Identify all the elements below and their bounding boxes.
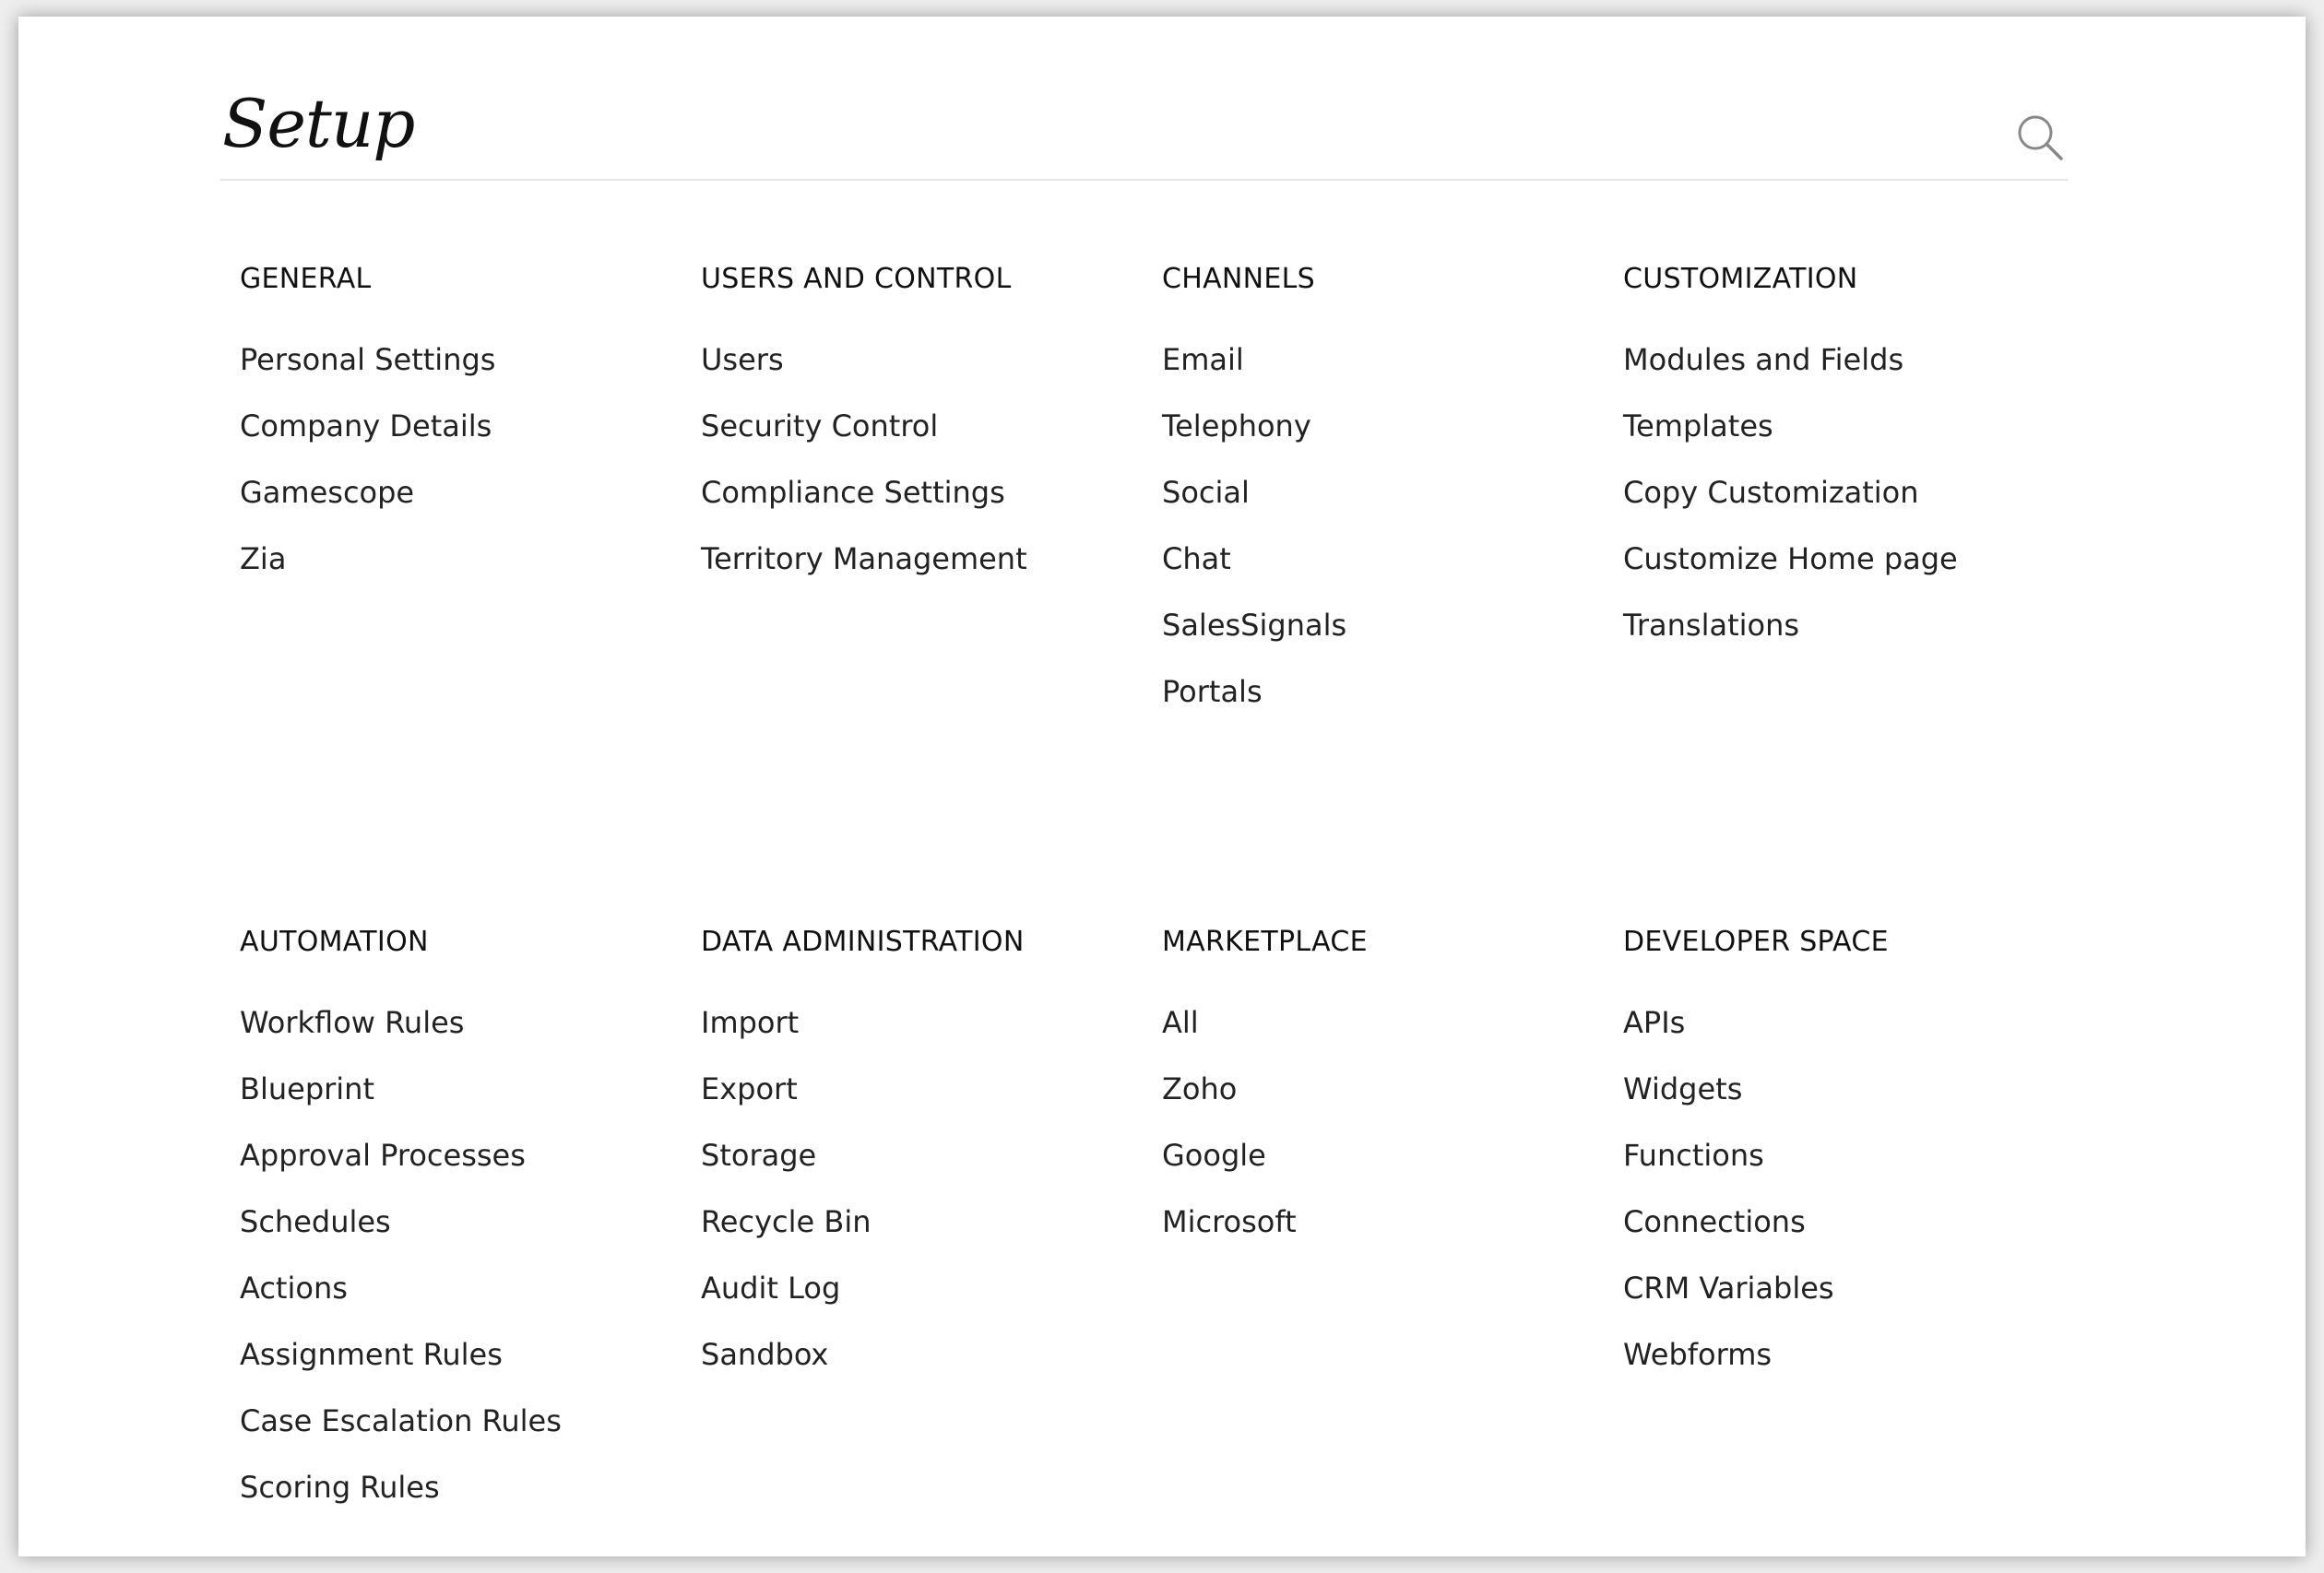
section-title-marketplace: MARKETPLACE <box>1162 926 1368 958</box>
setup-link-widgets[interactable]: Widgets <box>1623 1071 1743 1106</box>
setup-link-personal-settings[interactable]: Personal Settings <box>240 342 496 377</box>
setup-link-copy-customization[interactable]: Copy Customization <box>1623 475 1919 510</box>
setup-link-assignment-rules[interactable]: Assignment Rules <box>240 1337 503 1372</box>
setup-link-scoring-rules[interactable]: Scoring Rules <box>240 1470 440 1505</box>
setup-link-customize-home-page[interactable]: Customize Home page <box>1623 541 1958 576</box>
setup-link-apis[interactable]: APIs <box>1623 1005 1686 1040</box>
setup-link-compliance-settings[interactable]: Compliance Settings <box>701 475 1005 510</box>
setup-link-recycle-bin[interactable]: Recycle Bin <box>701 1204 872 1239</box>
search-icon <box>2013 111 2069 166</box>
setup-link-case-escalation-rules[interactable]: Case Escalation Rules <box>240 1403 562 1438</box>
setup-link-territory-management[interactable]: Territory Management <box>701 541 1027 576</box>
setup-link-gamescope[interactable]: Gamescope <box>240 475 415 510</box>
setup-link-zoho[interactable]: Zoho <box>1162 1071 1238 1106</box>
setup-link-blueprint[interactable]: Blueprint <box>240 1071 374 1106</box>
section-title-users-and-control: USERS AND CONTROL <box>701 263 1012 295</box>
setup-link-zia[interactable]: Zia <box>240 541 287 576</box>
setup-link-chat[interactable]: Chat <box>1162 541 1231 576</box>
setup-link-actions[interactable]: Actions <box>240 1271 348 1306</box>
search-button[interactable] <box>2013 111 2069 166</box>
setup-link-all[interactable]: All <box>1162 1005 1199 1040</box>
section-title-customization: CUSTOMIZATION <box>1623 263 1858 295</box>
setup-link-translations[interactable]: Translations <box>1623 608 1800 643</box>
setup-link-functions[interactable]: Functions <box>1623 1138 1764 1173</box>
section-items-automation <box>240 989 701 1520</box>
setup-sections-grid <box>240 247 2084 1538</box>
section-automation <box>240 910 701 1538</box>
section-items-channels <box>1162 326 1623 725</box>
section-items-developer-space <box>1623 989 2084 1388</box>
setup-link-google[interactable]: Google <box>1162 1138 1266 1173</box>
setup-link-templates[interactable]: Templates <box>1623 408 1773 444</box>
setup-link-export[interactable]: Export <box>701 1071 798 1106</box>
setup-link-connections[interactable]: Connections <box>1623 1204 1806 1239</box>
section-developer-space <box>1623 910 2084 1538</box>
setup-link-modules-and-fields[interactable]: Modules and Fields <box>1623 342 1904 377</box>
section-title-automation: AUTOMATION <box>240 926 429 958</box>
section-items-users-and-control <box>701 326 1162 592</box>
setup-link-approval-processes[interactable]: Approval Processes <box>240 1138 526 1173</box>
section-title-data-administration: DATA ADMINISTRATION <box>701 926 1025 958</box>
setup-link-company-details[interactable]: Company Details <box>240 408 492 444</box>
setup-link-sandbox[interactable]: Sandbox <box>701 1337 829 1372</box>
setup-link-social[interactable]: Social <box>1162 475 1250 510</box>
section-items-customization <box>1623 326 2084 658</box>
section-title-developer-space: DEVELOPER SPACE <box>1623 926 1889 958</box>
section-title-general: GENERAL <box>240 263 372 295</box>
setup-link-telephony[interactable]: Telephony <box>1162 408 1311 444</box>
setup-link-microsoft[interactable]: Microsoft <box>1162 1204 1297 1239</box>
setup-link-import[interactable]: Import <box>701 1005 800 1040</box>
setup-link-webforms[interactable]: Webforms <box>1623 1337 1773 1372</box>
section-general <box>240 247 701 910</box>
section-title-channels: CHANNELS <box>1162 263 1316 295</box>
setup-link-email[interactable]: Email <box>1162 342 1244 377</box>
section-customization <box>1623 247 2084 910</box>
section-channels <box>1162 247 1623 910</box>
setup-link-salessignals[interactable]: SalesSignals <box>1162 608 1347 643</box>
setup-link-security-control[interactable]: Security Control <box>701 408 939 444</box>
setup-link-schedules[interactable]: Schedules <box>240 1204 391 1239</box>
page-title: Setup <box>222 85 415 162</box>
section-users-and-control <box>701 247 1162 910</box>
section-items-data-administration <box>701 989 1162 1388</box>
setup-link-storage[interactable]: Storage <box>701 1138 817 1173</box>
section-marketplace <box>1162 910 1623 1538</box>
setup-link-workflow-rules[interactable]: Workflow Rules <box>240 1005 465 1040</box>
setup-link-audit-log[interactable]: Audit Log <box>701 1271 841 1306</box>
section-data-administration <box>701 910 1162 1538</box>
setup-link-crm-variables[interactable]: CRM Variables <box>1623 1271 1834 1306</box>
page-header <box>220 72 2069 181</box>
section-items-marketplace <box>1162 989 1623 1255</box>
setup-link-portals[interactable]: Portals <box>1162 674 1263 709</box>
setup-link-users[interactable]: Users <box>701 342 784 377</box>
section-items-general <box>240 326 701 592</box>
